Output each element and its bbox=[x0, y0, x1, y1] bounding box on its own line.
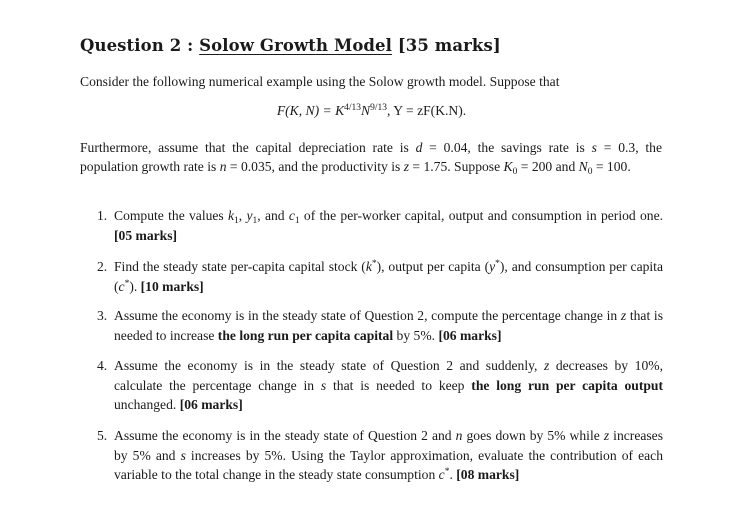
star-superscript: * bbox=[495, 259, 500, 269]
star-superscript: * bbox=[444, 467, 450, 477]
question-text bbox=[114, 206, 663, 245]
assumptions-paragraph bbox=[80, 138, 662, 176]
list-item-question-2 bbox=[97, 257, 663, 296]
marks-label: [06 marks] bbox=[179, 397, 243, 412]
output-symbol: y bbox=[489, 259, 496, 274]
formula-k-exponent: 4/13 bbox=[344, 103, 362, 113]
assumption-text: Furthermore, assume that the capital depreciation rate is bbox=[80, 140, 416, 155]
intro-paragraph: Consider the following numerical example using the Solow growth model. Suppose that bbox=[80, 74, 560, 89]
initial-capital-symbol: K bbox=[503, 159, 513, 174]
question-number: 3. bbox=[97, 308, 108, 323]
capital-symbol: k bbox=[365, 259, 372, 274]
text-run: , bbox=[238, 208, 247, 223]
productivity-symbol: z bbox=[603, 428, 610, 443]
marks-label: [05 marks] bbox=[114, 227, 178, 243]
question-number: 1. bbox=[97, 208, 108, 223]
formula-n-exponent: 9/13 bbox=[370, 103, 388, 113]
population-growth-value: = 0.035, and the productivity is bbox=[226, 159, 404, 174]
text-run: of the per-worker capital, output and consumption in period one. bbox=[299, 208, 663, 223]
savings-symbol: s bbox=[320, 377, 327, 393]
initial-labor-subscript: 0 bbox=[587, 167, 593, 177]
question-number: 2. bbox=[97, 259, 108, 274]
consumption-symbol: c bbox=[438, 467, 445, 482]
initial-labor-symbol: N bbox=[578, 159, 588, 174]
productivity-symbol: z bbox=[620, 308, 627, 323]
consumption-symbol: c bbox=[288, 208, 295, 223]
savings-symbol: s bbox=[591, 140, 597, 155]
subscript: 1 bbox=[234, 216, 239, 226]
text-run: increases by 5% and bbox=[114, 428, 663, 463]
formula-output: , Y = zF(K.N). bbox=[387, 103, 467, 118]
question-heading bbox=[80, 36, 501, 55]
formula-n-base: N bbox=[361, 103, 371, 118]
question-number: 5. bbox=[97, 428, 108, 443]
productivity-symbol: z bbox=[403, 159, 409, 174]
list-item-question-1 bbox=[97, 206, 663, 245]
text-run: . bbox=[449, 467, 457, 482]
marks-label: [08 marks] bbox=[456, 467, 520, 482]
text-run: Compute the values bbox=[114, 208, 228, 223]
list-item-question-5 bbox=[97, 426, 663, 485]
question-text bbox=[114, 356, 663, 415]
text-run: Find the steady state per-capita capital stock ( bbox=[114, 259, 366, 274]
text-run: Assume the economy is in the steady state of Question 2, compute the percentage change in bbox=[114, 308, 621, 323]
text-run: decreases by 10%, calculate the percentage change in bbox=[114, 358, 663, 393]
star-superscript: * bbox=[371, 259, 377, 269]
question-text bbox=[114, 306, 663, 345]
productivity-value: = 1.75. Suppose bbox=[409, 159, 504, 174]
text-run: , and bbox=[257, 208, 289, 223]
formula-lhs: F(K, N) = K bbox=[276, 103, 345, 118]
consumption-symbol: c bbox=[118, 278, 125, 294]
text-run: ). bbox=[129, 278, 141, 294]
text-run: unchanged. bbox=[114, 397, 180, 412]
heading-marks: [35 marks] bbox=[392, 36, 501, 55]
question-text bbox=[114, 426, 663, 485]
initial-capital-subscript: 0 bbox=[512, 167, 518, 177]
star-superscript: * bbox=[124, 278, 130, 289]
population-growth-symbol: n bbox=[219, 159, 227, 174]
productivity-symbol: z bbox=[543, 358, 550, 373]
population-growth-symbol: n bbox=[455, 428, 463, 443]
production-function-formula bbox=[0, 101, 743, 120]
heading-prefix: Question 2 : bbox=[80, 36, 200, 55]
depreciation-value: = 0.04, the savings rate is bbox=[422, 140, 592, 155]
subscript: 1 bbox=[294, 216, 300, 226]
initial-labor-value: = 100. bbox=[592, 159, 631, 174]
text-run: Assume the economy is in the steady state of Question 2 and suddenly, bbox=[114, 358, 544, 373]
emphasis-text: the long run per capita capital bbox=[217, 327, 394, 343]
text-run: increases by 5%. Using the Taylor approximation, evaluate the contribution of each variable to the total change in the steady state consumption bbox=[114, 447, 663, 482]
savings-symbol: s bbox=[180, 447, 186, 463]
heading-title: Solow Growth Model bbox=[199, 36, 393, 55]
text-run: that is needed to keep bbox=[326, 377, 472, 393]
savings-value: = 0.3, the population growth rate is bbox=[80, 140, 662, 174]
list-item-question-3 bbox=[97, 306, 663, 345]
text-run: goes down by 5% while bbox=[462, 428, 604, 443]
subscript: 1 bbox=[252, 216, 258, 226]
list-item-question-4 bbox=[97, 356, 663, 415]
text-run: that is needed to increase bbox=[114, 308, 663, 343]
text-run: ), and consumption per capita ( bbox=[114, 259, 663, 294]
question-number: 4. bbox=[97, 358, 108, 373]
initial-capital-value: = 200 and bbox=[517, 159, 579, 174]
text-run: Assume the economy is in the steady state of Question 2 and bbox=[114, 428, 456, 443]
marks-label: [06 marks] bbox=[438, 327, 502, 343]
depreciation-symbol: d bbox=[415, 140, 423, 155]
output-symbol: y bbox=[246, 208, 253, 223]
marks-label: [10 marks] bbox=[140, 278, 204, 294]
text-run: by 5%. bbox=[393, 327, 439, 343]
question-text bbox=[114, 257, 663, 296]
capital-symbol: k bbox=[228, 208, 235, 223]
emphasis-text: the long run per capita output bbox=[471, 377, 663, 393]
text-run: ), output per capita ( bbox=[376, 259, 490, 274]
